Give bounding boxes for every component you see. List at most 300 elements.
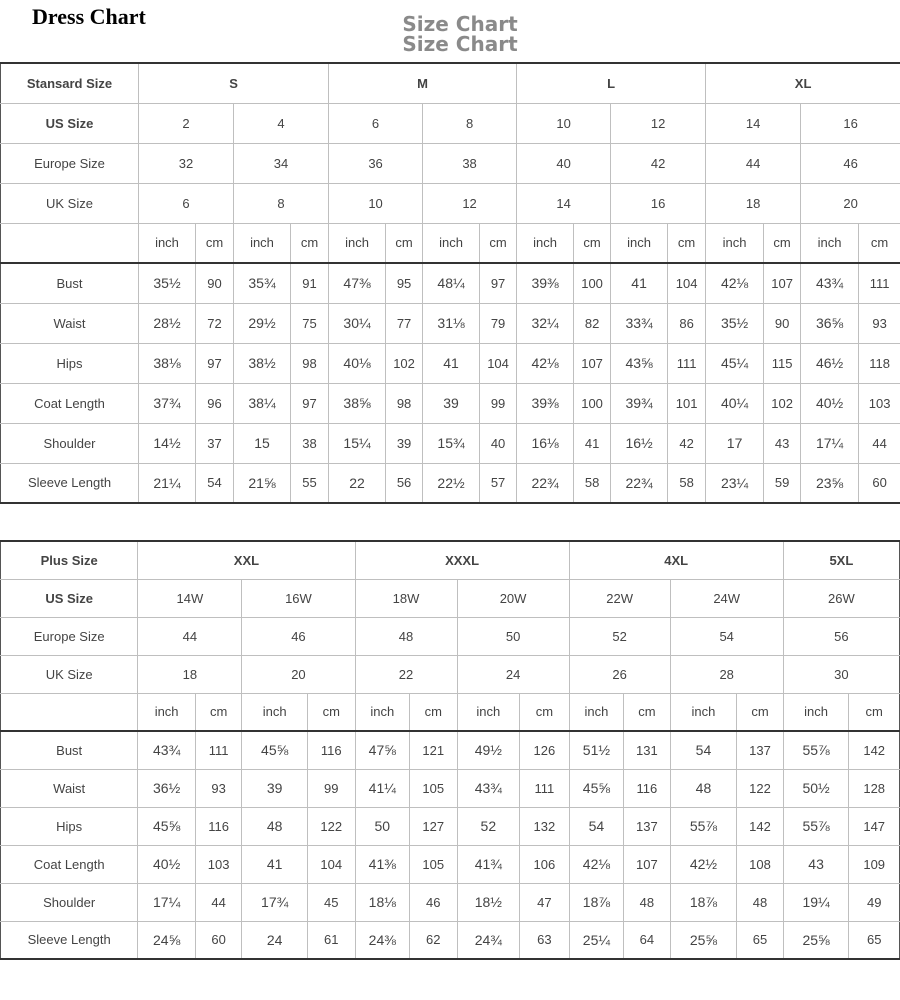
size-group-header: XL — [706, 63, 900, 103]
cm-value-cell: 72 — [196, 303, 234, 343]
measurement-row — [1, 845, 900, 883]
cm-value-cell: 97 — [291, 383, 329, 423]
measurement-rows — [1, 731, 900, 959]
inch-value-cell: 47⅝ — [355, 731, 410, 769]
table-cell: 6 — [139, 183, 234, 223]
unit-inch-label: inch — [706, 223, 764, 263]
unit-cm-label: cm — [308, 693, 356, 731]
inch-value-cell: 22¾ — [517, 463, 574, 503]
cm-value-cell: 118 — [859, 343, 900, 383]
cm-value-cell: 79 — [480, 303, 517, 343]
row-label: Bust — [1, 731, 138, 769]
cm-value-cell: 122 — [308, 807, 356, 845]
inch-value-cell: 49½ — [457, 731, 520, 769]
inch-value-cell: 17¼ — [801, 423, 859, 463]
inch-value-cell: 41 — [423, 343, 480, 383]
table-cell: 16W — [242, 579, 355, 617]
size-group-header: 4XL — [569, 541, 783, 579]
inch-value-cell: 55⅞ — [670, 807, 737, 845]
inch-value-cell: 31⅛ — [423, 303, 480, 343]
cm-value-cell: 65 — [849, 921, 900, 959]
table-cell: 46 — [801, 143, 900, 183]
table-cell: 50 — [457, 617, 569, 655]
inch-value-cell: 16⅛ — [517, 423, 574, 463]
table-cell: 22 — [355, 655, 457, 693]
table-cell: 16 — [611, 183, 706, 223]
cm-value-cell: 103 — [859, 383, 900, 423]
cm-value-cell: 44 — [859, 423, 900, 463]
inch-value-cell: 17¼ — [138, 883, 196, 921]
inch-value-cell: 41¾ — [457, 845, 520, 883]
cm-value-cell: 131 — [624, 731, 670, 769]
cm-value-cell: 111 — [859, 263, 900, 303]
cm-value-cell: 106 — [520, 845, 570, 883]
inch-value-cell: 25⅝ — [670, 921, 737, 959]
inch-value-cell: 18½ — [457, 883, 520, 921]
unit-inch-label: inch — [569, 693, 624, 731]
table-cell: 8 — [423, 103, 517, 143]
unit-inch-label: inch — [242, 693, 308, 731]
table-cell: 56 — [783, 617, 899, 655]
inch-value-cell: 15¾ — [423, 423, 480, 463]
inch-value-cell: 41¼ — [355, 769, 410, 807]
measurement-row — [1, 423, 900, 463]
unit-inch-label: inch — [139, 223, 196, 263]
cm-value-cell: 104 — [308, 845, 356, 883]
inch-value-cell: 35½ — [706, 303, 764, 343]
inch-value-cell: 43⅝ — [611, 343, 668, 383]
table-cell: 10 — [517, 103, 611, 143]
cm-value-cell: 132 — [520, 807, 570, 845]
cm-value-cell: 107 — [624, 845, 670, 883]
cm-value-cell: 58 — [574, 463, 611, 503]
cm-value-cell: 47 — [520, 883, 570, 921]
cm-value-cell: 109 — [849, 845, 900, 883]
measurement-row — [1, 921, 900, 959]
inch-value-cell: 45⅝ — [569, 769, 624, 807]
cm-value-cell: 100 — [574, 263, 611, 303]
cm-value-cell: 128 — [849, 769, 900, 807]
europe-size-row — [1, 143, 900, 183]
cm-value-cell: 59 — [764, 463, 801, 503]
table-cell: 28 — [670, 655, 783, 693]
cm-value-cell: 48 — [737, 883, 783, 921]
inch-value-cell: 33¾ — [611, 303, 668, 343]
unit-inch-label: inch — [783, 693, 849, 731]
cm-value-cell: 116 — [624, 769, 670, 807]
table-cell: 2 — [139, 103, 234, 143]
inch-value-cell: 43¾ — [138, 731, 196, 769]
inch-value-cell: 43¾ — [457, 769, 520, 807]
cm-value-cell: 137 — [624, 807, 670, 845]
inch-value-cell: 24¾ — [457, 921, 520, 959]
inch-value-cell: 38½ — [234, 343, 291, 383]
cm-value-cell: 100 — [574, 383, 611, 423]
inch-value-cell: 38⅛ — [139, 343, 196, 383]
cm-value-cell: 60 — [195, 921, 241, 959]
cm-value-cell: 116 — [195, 807, 241, 845]
cm-value-cell: 75 — [291, 303, 329, 343]
inch-value-cell: 40½ — [801, 383, 859, 423]
inch-value-cell: 37¾ — [139, 383, 196, 423]
measurement-row — [1, 343, 900, 383]
cm-value-cell: 86 — [668, 303, 706, 343]
cm-value-cell: 82 — [574, 303, 611, 343]
table-cell: 54 — [670, 617, 783, 655]
cm-value-cell: 90 — [196, 263, 234, 303]
row-label: Hips — [1, 343, 139, 383]
inch-value-cell: 38¼ — [234, 383, 291, 423]
cm-value-cell: 46 — [410, 883, 457, 921]
inch-value-cell: 42⅛ — [706, 263, 764, 303]
table-cell: 26W — [783, 579, 899, 617]
unit-cm-label: cm — [849, 693, 900, 731]
cm-value-cell: 111 — [195, 731, 241, 769]
cm-value-cell: 37 — [196, 423, 234, 463]
table-cell: 14 — [517, 183, 611, 223]
cm-value-cell: 93 — [195, 769, 241, 807]
chart-heading-line-1: Size Chart — [402, 12, 518, 36]
table-cell: 16 — [801, 103, 900, 143]
measurement-rows — [1, 263, 900, 503]
row-label: Shoulder — [1, 883, 138, 921]
size-group-header: L — [517, 63, 706, 103]
inch-value-cell: 38⅝ — [329, 383, 386, 423]
table-cell: 12 — [611, 103, 706, 143]
inch-value-cell: 39⅜ — [517, 263, 574, 303]
cm-value-cell: 57 — [480, 463, 517, 503]
row-label: Waist — [1, 769, 138, 807]
measurement-row — [1, 883, 900, 921]
size-group-header: S — [139, 63, 329, 103]
inch-value-cell: 19¼ — [783, 883, 849, 921]
inch-value-cell: 43¾ — [801, 263, 859, 303]
table-cell: 14W — [138, 579, 242, 617]
table-header-row — [1, 63, 900, 103]
table-cell: 22W — [569, 579, 670, 617]
cm-value-cell: 42 — [668, 423, 706, 463]
inch-value-cell: 32¼ — [517, 303, 574, 343]
table-cell: 24 — [457, 655, 569, 693]
unit-cm-label: cm — [410, 693, 457, 731]
unit-inch-label: inch — [138, 693, 196, 731]
unit-cm-label: cm — [574, 223, 611, 263]
inch-value-cell: 22½ — [423, 463, 480, 503]
table-cell: 30 — [783, 655, 899, 693]
inch-value-cell: 18⅞ — [569, 883, 624, 921]
row-label: Bust — [1, 263, 139, 303]
cm-value-cell: 95 — [386, 263, 423, 303]
cm-value-cell: 103 — [195, 845, 241, 883]
cm-value-cell: 142 — [737, 807, 783, 845]
measurement-row — [1, 463, 900, 503]
inch-value-cell: 23¼ — [706, 463, 764, 503]
table-cell: 18W — [355, 579, 457, 617]
us-size-row — [1, 579, 900, 617]
cm-value-cell: 48 — [624, 883, 670, 921]
table-cell: 32 — [139, 143, 234, 183]
table-cell: 14 — [706, 103, 801, 143]
unit-inch-label: inch — [234, 223, 291, 263]
cm-value-cell: 115 — [764, 343, 801, 383]
inch-value-cell: 42⅛ — [569, 845, 624, 883]
cm-value-cell: 77 — [386, 303, 423, 343]
cm-value-cell: 101 — [668, 383, 706, 423]
row-label: Europe Size — [1, 143, 139, 183]
table-cell: 34 — [234, 143, 329, 183]
table-cell: 18 — [138, 655, 242, 693]
inch-value-cell: 41 — [611, 263, 668, 303]
unit-inch-label: inch — [423, 223, 480, 263]
cm-value-cell: 56 — [386, 463, 423, 503]
inch-value-cell: 51½ — [569, 731, 624, 769]
cm-value-cell: 98 — [386, 383, 423, 423]
chart-heading-line-2: Size Chart — [402, 32, 518, 56]
row-label: US Size — [1, 579, 138, 617]
inch-value-cell: 39¾ — [611, 383, 668, 423]
inch-value-cell: 41⅜ — [355, 845, 410, 883]
inch-value-cell: 41 — [242, 845, 308, 883]
table-cell: 20 — [801, 183, 900, 223]
table-cell: 46 — [242, 617, 355, 655]
page-title: Dress Chart — [32, 4, 146, 29]
table-cell: 38 — [423, 143, 517, 183]
cm-value-cell: 102 — [386, 343, 423, 383]
measurement-row — [1, 303, 900, 343]
cm-value-cell: 62 — [410, 921, 457, 959]
cm-value-cell: 63 — [520, 921, 570, 959]
inch-value-cell: 40½ — [138, 845, 196, 883]
inch-value-cell: 55⅞ — [783, 807, 849, 845]
inch-value-cell: 40⅛ — [329, 343, 386, 383]
row-label: US Size — [1, 103, 139, 143]
inch-value-cell: 43 — [783, 845, 849, 883]
inch-value-cell: 16½ — [611, 423, 668, 463]
cm-value-cell: 126 — [520, 731, 570, 769]
row-label: Coat Length — [1, 845, 138, 883]
empty-cell — [1, 693, 138, 731]
inch-value-cell: 23⅝ — [801, 463, 859, 503]
unit-cm-label: cm — [624, 693, 670, 731]
row-label: Sleeve Length — [1, 921, 138, 959]
inch-value-cell: 42½ — [670, 845, 737, 883]
unit-inch-label: inch — [329, 223, 386, 263]
unit-inch-label: inch — [801, 223, 859, 263]
inch-value-cell: 35½ — [139, 263, 196, 303]
table-cell: 20W — [457, 579, 569, 617]
header-label: Stansard Size — [1, 63, 139, 103]
inch-value-cell: 48 — [242, 807, 308, 845]
inch-value-cell: 55⅞ — [783, 731, 849, 769]
inch-value-cell: 17 — [706, 423, 764, 463]
cm-value-cell: 107 — [764, 263, 801, 303]
cm-value-cell: 40 — [480, 423, 517, 463]
header-label: Plus Size — [1, 541, 138, 579]
inch-value-cell: 42⅛ — [517, 343, 574, 383]
inch-value-cell: 45¼ — [706, 343, 764, 383]
inch-value-cell: 35¾ — [234, 263, 291, 303]
measurement-row — [1, 769, 900, 807]
inch-value-cell: 14½ — [139, 423, 196, 463]
inch-value-cell: 21¼ — [139, 463, 196, 503]
cm-value-cell: 91 — [291, 263, 329, 303]
table-cell: 52 — [569, 617, 670, 655]
cm-value-cell: 104 — [480, 343, 517, 383]
table-cell: 48 — [355, 617, 457, 655]
row-label: Waist — [1, 303, 139, 343]
unit-cm-label: cm — [195, 693, 241, 731]
empty-cell — [1, 223, 139, 263]
cm-value-cell: 137 — [737, 731, 783, 769]
cm-value-cell: 105 — [410, 845, 457, 883]
table-cell: 20 — [242, 655, 355, 693]
europe-size-row — [1, 617, 900, 655]
inch-value-cell: 22¾ — [611, 463, 668, 503]
cm-value-cell: 127 — [410, 807, 457, 845]
cm-value-cell: 97 — [480, 263, 517, 303]
size-group-header: M — [329, 63, 517, 103]
unit-inch-label: inch — [517, 223, 574, 263]
table-cell: 4 — [234, 103, 329, 143]
inch-value-cell: 24⅝ — [138, 921, 196, 959]
unit-row — [1, 693, 900, 731]
cm-value-cell: 38 — [291, 423, 329, 463]
row-label: Sleeve Length — [1, 463, 139, 503]
cm-value-cell: 61 — [308, 921, 356, 959]
cm-value-cell: 104 — [668, 263, 706, 303]
table-cell: 44 — [138, 617, 242, 655]
us-size-row — [1, 103, 900, 143]
unit-cm-label: cm — [737, 693, 783, 731]
size-group-header: XXL — [138, 541, 355, 579]
row-label: UK Size — [1, 183, 139, 223]
measurement-row — [1, 731, 900, 769]
unit-cm-label: cm — [386, 223, 423, 263]
table-cell: 44 — [706, 143, 801, 183]
cm-value-cell: 111 — [668, 343, 706, 383]
size-group-header: XXXL — [355, 541, 569, 579]
cm-value-cell: 108 — [737, 845, 783, 883]
cm-value-cell: 99 — [308, 769, 356, 807]
inch-value-cell: 40¼ — [706, 383, 764, 423]
table-cell: 42 — [611, 143, 706, 183]
cm-value-cell: 142 — [849, 731, 900, 769]
cm-value-cell: 99 — [480, 383, 517, 423]
cm-value-cell: 41 — [574, 423, 611, 463]
inch-value-cell: 15¼ — [329, 423, 386, 463]
inch-value-cell: 24 — [242, 921, 308, 959]
unit-cm-label: cm — [764, 223, 801, 263]
unit-cm-label: cm — [520, 693, 570, 731]
chart-heading — [400, 14, 520, 54]
uk-size-row — [1, 655, 900, 693]
inch-value-cell: 28½ — [139, 303, 196, 343]
cm-value-cell: 44 — [195, 883, 241, 921]
row-label: Europe Size — [1, 617, 138, 655]
plus-size-table — [0, 540, 900, 960]
inch-value-cell: 45⅝ — [242, 731, 308, 769]
measurement-row — [1, 807, 900, 845]
unit-inch-label: inch — [355, 693, 410, 731]
table-cell: 40 — [517, 143, 611, 183]
cm-value-cell: 122 — [737, 769, 783, 807]
unit-row — [1, 223, 900, 263]
inch-value-cell: 39 — [423, 383, 480, 423]
table-cell: 10 — [329, 183, 423, 223]
unit-inch-label: inch — [611, 223, 668, 263]
unit-cm-label: cm — [480, 223, 517, 263]
cm-value-cell: 111 — [520, 769, 570, 807]
inch-value-cell: 18⅛ — [355, 883, 410, 921]
unit-cm-label: cm — [859, 223, 900, 263]
cm-value-cell: 64 — [624, 921, 670, 959]
cm-value-cell: 45 — [308, 883, 356, 921]
unit-cm-label: cm — [668, 223, 706, 263]
table-header-row — [1, 541, 900, 579]
row-label: UK Size — [1, 655, 138, 693]
size-group-header: 5XL — [783, 541, 899, 579]
table-cell: 18 — [706, 183, 801, 223]
inch-value-cell: 17¾ — [242, 883, 308, 921]
cm-value-cell: 102 — [764, 383, 801, 423]
inch-value-cell: 45⅝ — [138, 807, 196, 845]
inch-value-cell: 48 — [670, 769, 737, 807]
table-cell: 6 — [329, 103, 423, 143]
cm-value-cell: 43 — [764, 423, 801, 463]
cm-value-cell: 97 — [196, 343, 234, 383]
cm-value-cell: 105 — [410, 769, 457, 807]
unit-inch-label: inch — [457, 693, 520, 731]
cm-value-cell: 147 — [849, 807, 900, 845]
inch-value-cell: 25⅝ — [783, 921, 849, 959]
inch-value-cell: 46½ — [801, 343, 859, 383]
unit-inch-label: inch — [670, 693, 737, 731]
unit-cm-label: cm — [291, 223, 329, 263]
inch-value-cell: 25¼ — [569, 921, 624, 959]
inch-value-cell: 39⅜ — [517, 383, 574, 423]
cm-value-cell: 107 — [574, 343, 611, 383]
uk-size-row — [1, 183, 900, 223]
inch-value-cell: 29½ — [234, 303, 291, 343]
inch-value-cell: 30¼ — [329, 303, 386, 343]
table-cell: 36 — [329, 143, 423, 183]
cm-value-cell: 116 — [308, 731, 356, 769]
inch-value-cell: 39 — [242, 769, 308, 807]
inch-value-cell: 36⅝ — [801, 303, 859, 343]
inch-value-cell: 50 — [355, 807, 410, 845]
cm-value-cell: 121 — [410, 731, 457, 769]
cm-value-cell: 65 — [737, 921, 783, 959]
row-label: Shoulder — [1, 423, 139, 463]
inch-value-cell: 22 — [329, 463, 386, 503]
inch-value-cell: 54 — [569, 807, 624, 845]
unit-cm-label: cm — [196, 223, 234, 263]
table-cell: 24W — [670, 579, 783, 617]
cm-value-cell: 54 — [196, 463, 234, 503]
table-cell: 8 — [234, 183, 329, 223]
row-label: Hips — [1, 807, 138, 845]
inch-value-cell: 24⅜ — [355, 921, 410, 959]
cm-value-cell: 58 — [668, 463, 706, 503]
table-cell: 26 — [569, 655, 670, 693]
measurement-row — [1, 383, 900, 423]
cm-value-cell: 60 — [859, 463, 900, 503]
cm-value-cell: 96 — [196, 383, 234, 423]
cm-value-cell: 49 — [849, 883, 900, 921]
measurement-row — [1, 263, 900, 303]
inch-value-cell: 15 — [234, 423, 291, 463]
inch-value-cell: 18⅞ — [670, 883, 737, 921]
